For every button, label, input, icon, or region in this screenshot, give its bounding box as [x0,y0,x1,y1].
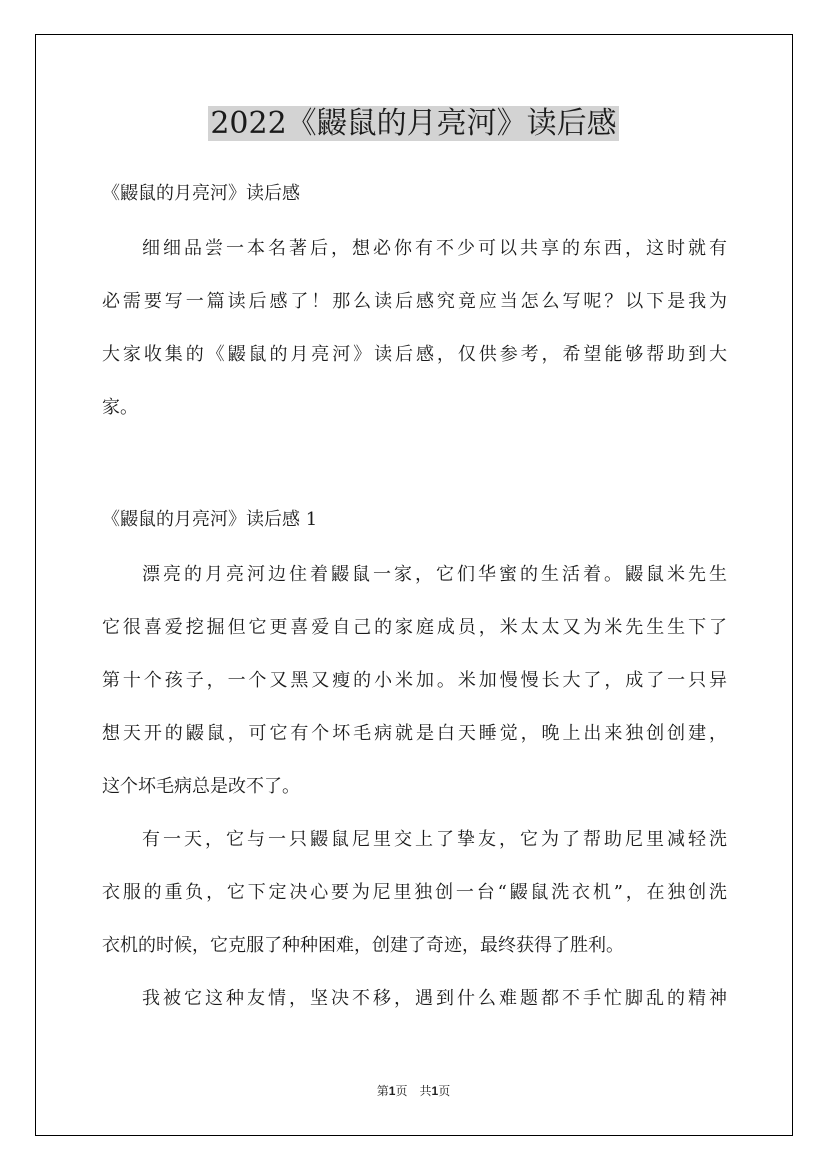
footer-page-suffix: 页 [438,1084,451,1098]
footer-page-total: 1 [431,1084,439,1098]
paragraph-line: 漂亮的月亮河边住着鼹鼠一家，它们华蜜的生活着。鼹鼠米先生 [142,564,727,585]
paragraph-line: 第十个孩子，一个又黑又瘦的小米加。米加慢慢长大了，成了一只异 [102,670,727,691]
intro-paragraph [102,229,727,428]
page-footer [0,1082,827,1099]
paragraph-3 [102,979,727,1019]
paragraph-line: 衣服的重负，它下定决心要为尼里独创一台“鼹鼠洗衣机”，在独创洗 [102,882,727,903]
paragraph-line: 有一天，它与一只鼹鼠尼里交上了挚友，它为了帮助尼里减轻洗 [142,829,727,850]
paragraph-line: 衣机的时候，它克服了种种困难，创建了奇迹，最终获得了胜利。 [102,935,624,956]
document-title-text: 2022《鼹鼠的月亮河》读后感 [210,106,617,141]
section1-heading: 《鼹鼠的月亮河》读后感 1 [102,509,318,530]
intro-heading: 《鼹鼠的月亮河》读后感 [102,183,300,204]
paragraph-1 [102,555,727,807]
paragraph-line: 这个坏毛病总是改不了。 [102,776,300,797]
footer-page-prefix: 第 [376,1084,389,1098]
paragraph-line: 我被它这种友情，坚决不移，遇到什么难题都不手忙脚乱的精神 [142,988,727,1009]
intro-line: 家。 [102,397,138,418]
paragraph-line: 想天开的鼹鼠，可它有个坏毛病就是白天睡觉，晚上出来独创创建， [102,723,727,744]
document-title [0,104,827,144]
document-body [102,174,727,1019]
intro-line: 细细品尝一本名著后，想必你有不少可以共享的东西，这时就有 [142,238,727,259]
footer-page-current: 1 [388,1084,396,1098]
intro-line: 必需要写一篇读后感了！那么读后感究竟应当怎么写呢？以下是我为 [102,291,727,312]
paragraph-2 [102,820,727,966]
paragraph-line: 它很喜爱挖掘但它更喜爱自己的家庭成员，米太太又为米先生生下了 [102,617,727,638]
intro-line: 大家收集的《鼹鼠的月亮河》读后感，仅供参考，希望能够帮助到大 [102,344,727,365]
footer-page-mid: 页 共 [395,1084,432,1098]
